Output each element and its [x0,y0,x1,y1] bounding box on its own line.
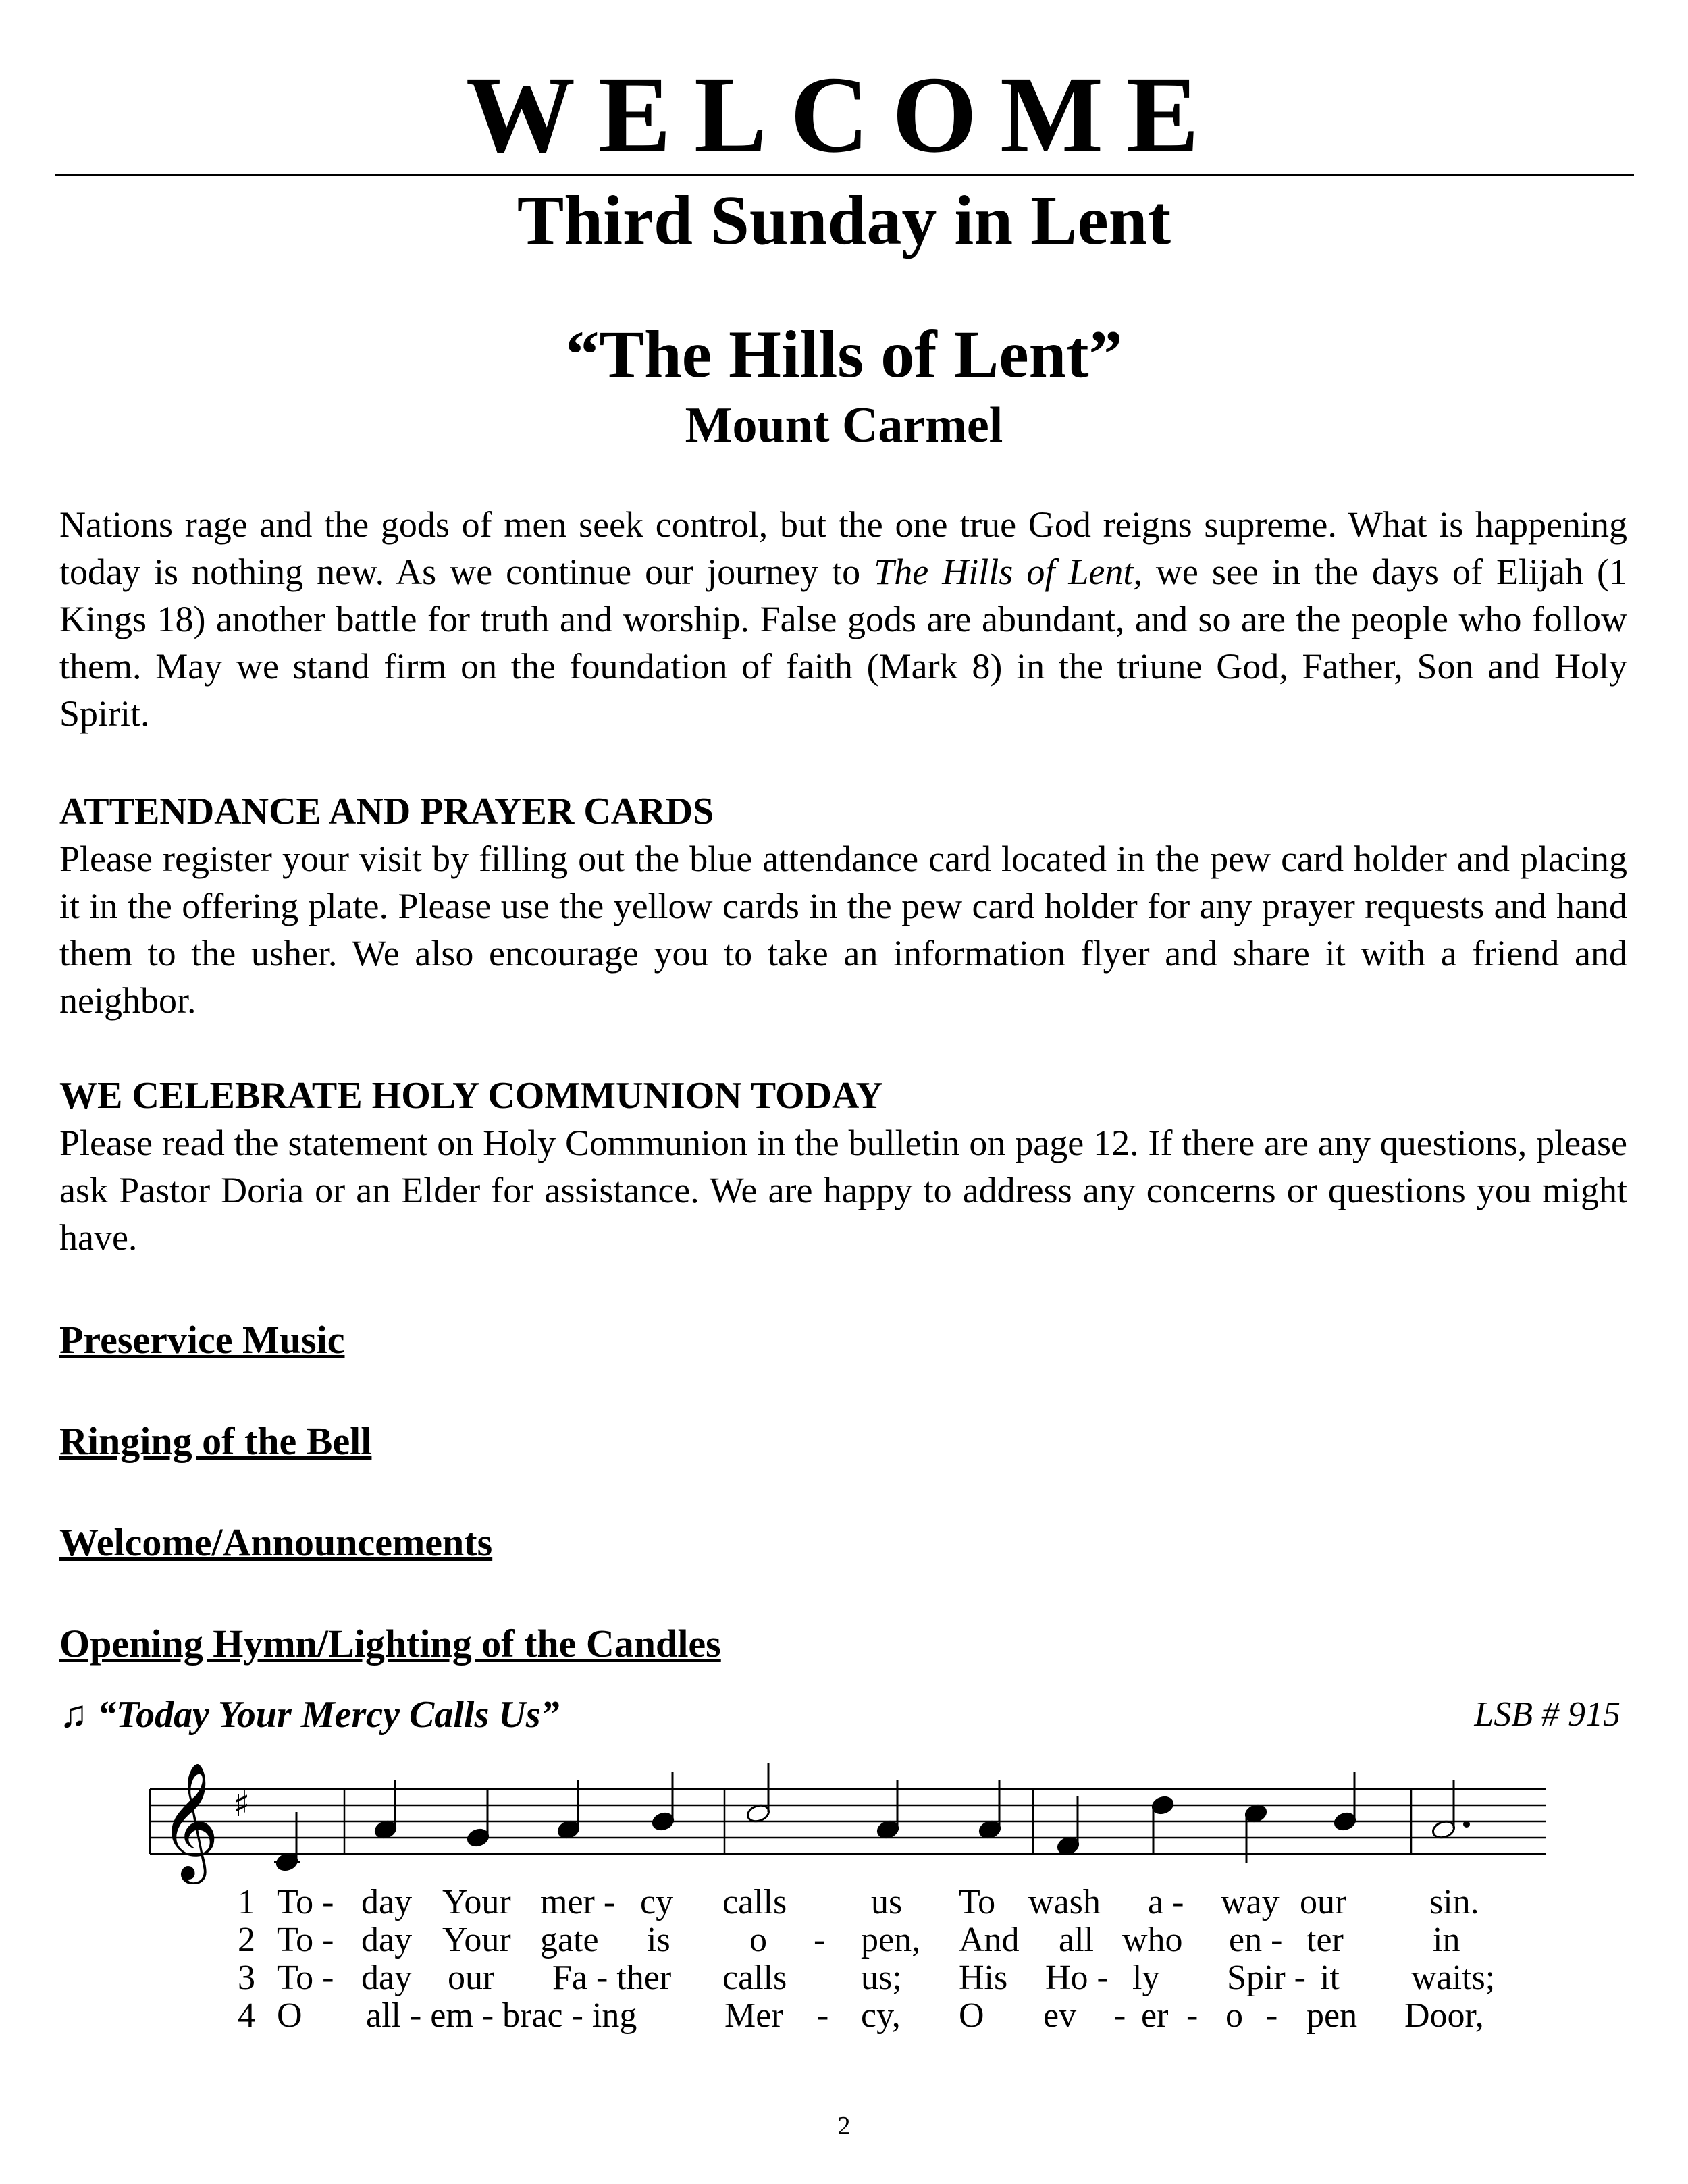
lyric-syllable: - [1186,1996,1198,2035]
intro-text-1: Nations rage and the gods of men seek control, but the one true God reigns supreme. What is happening today is nothing new. As we continue our journey to [59,504,1627,592]
lyric-syllable: Your [442,1883,511,1921]
preservice-music-heading: Preservice Music [59,1318,345,1362]
lyric-syllable: To [959,1883,996,1921]
lyric-syllable: And [959,1921,1020,1959]
lyric-syllable: waits; [1411,1959,1496,1997]
lyric-syllable: - [1114,1996,1126,2035]
lyric-syllable: o [749,1921,767,1959]
lyric-syllable: our [1300,1883,1347,1921]
lyric-syllable: day [361,1883,413,1921]
lyric-syllable: en - [1229,1921,1283,1959]
lyric-syllable: o [1225,1996,1243,2035]
title-divider [55,174,1634,176]
series-theme: “The Hills of Lent” [565,317,1123,392]
theme-location: Mount Carmel [685,398,1003,453]
lyric-syllable: all [1059,1921,1094,1959]
music-note-icon: ♫ [59,1694,88,1736]
welcome-announcements-heading: Welcome/Announcements [59,1520,493,1564]
lyric-syllable: way [1221,1883,1280,1921]
service-subtitle: Third Sunday in Lent [517,182,1171,259]
hymn-lyrics [0,1884,1688,2046]
lyric-syllable: Your [442,1921,511,1959]
intro-text-2: we see in the days of Elijah (1 Kings 18) another battle for truth and worship. False gods are abundant, and so are the people who follow them. May we stand firm on the foundation of faith (Mark 8) in the triune God, Father, Son and Holy Spirit. [59,552,1627,734]
lyric-syllable: day [361,1959,413,1997]
attendance-heading: ATTENDANCE AND PRAYER CARDS [59,791,714,832]
treble-clef-icon: 𝄞 [159,1762,219,1880]
verse-number: 3 [238,1959,255,1997]
lyric-syllable: His [959,1959,1008,1997]
verse-number: 4 [238,1996,255,2035]
sharp-icon: ♯ [233,1784,250,1825]
communion-paragraph: Please read the statement on Holy Communion in the bulletin on page 12. If there are any questions, please ask Pastor Doria or an Elder for assistance. We are happy to address any concerns or questions you might have. [59,1123,1627,1258]
opening-hymn-heading: Opening Hymn/Lighting of the Candles [59,1622,721,1666]
hymn-reference: LSB # 915 [1474,1695,1620,1734]
lyric-syllable: calls [722,1959,787,1997]
lyric-syllable: calls [722,1883,787,1921]
lyric-syllable: er [1141,1996,1169,2035]
lyric-syllable: ev [1043,1996,1077,2035]
music-staff [0,1749,1688,1884]
lyric-syllable: To - [277,1959,334,1997]
lyric-syllable: To - [277,1921,334,1959]
verse-4 [0,1997,1688,2035]
verse-number: 2 [238,1921,255,1959]
lyric-syllable: Mer [724,1996,783,2035]
lyric-syllable: To - [277,1883,334,1921]
lyric-syllable: Spir - [1227,1959,1306,1997]
verse-1 [0,1884,1688,1921]
lyric-syllable: ly [1132,1959,1160,1997]
lyric-syllable: pen, [861,1921,921,1959]
lyric-syllable: all - em - brac - ing [366,1996,637,2035]
verse-3 [0,1959,1688,1997]
lyric-syllable: in [1433,1921,1460,1959]
lyric-syllable: Fa - ther [552,1959,672,1997]
lyric-syllable: mer - [540,1883,616,1921]
lyric-syllable: - [817,1996,829,2035]
lyric-syllable: a - [1148,1883,1184,1921]
verse-number: 1 [238,1883,255,1921]
lyric-syllable: who [1122,1921,1183,1959]
lyric-syllable: our [448,1959,495,1997]
lyric-syllable: - [1266,1996,1278,2035]
attendance-paragraph: Please register your visit by filling out the blue attendance card located in the pew card holder and placing it in the offering plate. Please use the yellow cards in the pew card holder for any prayer requests and hand them to the usher. We also encourage you to take an information flyer and share it with a friend and neighbor. [59,838,1627,1021]
ringing-bell-heading: Ringing of the Bell [59,1419,372,1463]
lyric-syllable: ter [1307,1921,1344,1959]
lyric-syllable: O [277,1996,302,2035]
hymn-title-text: “Today Your Mercy Calls Us” [97,1694,560,1736]
verse-2 [0,1921,1688,1959]
lyric-syllable: day [361,1921,413,1959]
lyric-syllable: us; [861,1959,902,1997]
notes [274,1763,1470,1872]
hymn-title [59,1691,560,1738]
lyric-syllable: sin. [1429,1883,1479,1921]
communion-heading: WE CELEBRATE HOLY COMMUNION TODAY [59,1075,883,1117]
lyric-syllable: - [814,1921,826,1959]
page-number: 2 [837,2112,851,2140]
lyric-syllable: O [959,1996,984,2035]
welcome-title: WELCOME [465,55,1223,176]
intro-italic: The Hills of Lent, [874,552,1142,592]
lyric-syllable: cy, [861,1996,901,2035]
lyric-syllable: is [647,1921,670,1959]
lyric-syllable: Door, [1404,1996,1484,2035]
lyric-syllable: us [871,1883,903,1921]
intro-paragraph [59,501,1627,737]
lyric-syllable: Ho - [1045,1959,1109,1997]
lyric-syllable: gate [540,1921,599,1959]
lyric-syllable: it [1320,1959,1340,1997]
lyric-syllable: cy [640,1883,674,1921]
lyric-syllable: wash [1028,1883,1101,1921]
lyric-syllable: pen [1307,1996,1358,2035]
